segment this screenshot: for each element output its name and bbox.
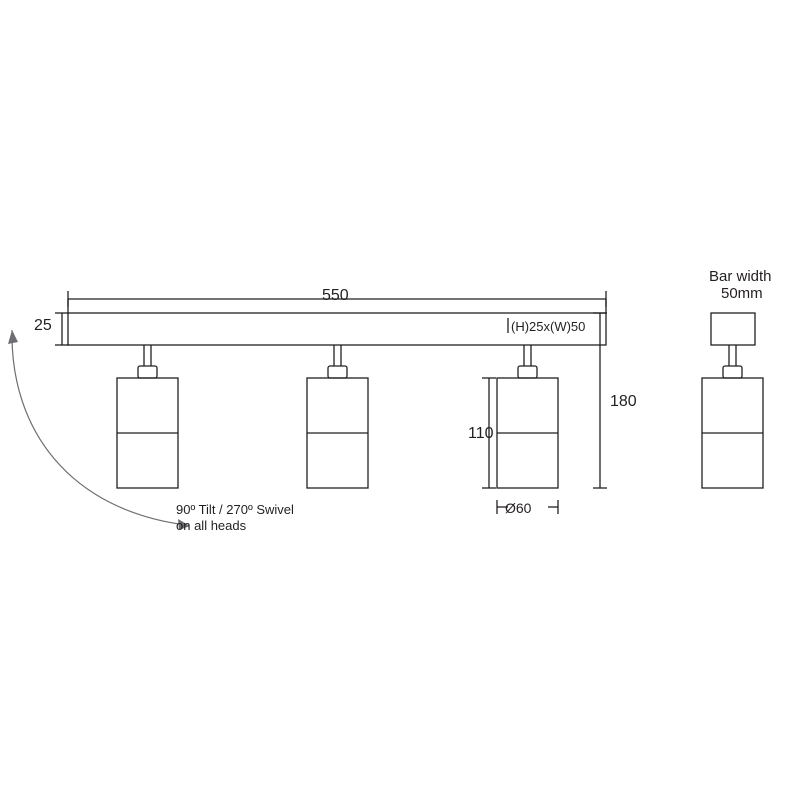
- dim-label-total-drop: 180: [610, 393, 637, 410]
- dim-label-head-length: 110: [468, 425, 494, 442]
- tilt-leader-arrow-top: [8, 330, 18, 344]
- head3-knuckle: [518, 366, 537, 378]
- tilt-leader-curve: [12, 330, 186, 525]
- dim-label-bar-profile: (H)25x(W)50: [511, 319, 586, 334]
- tilt-swivel-note-line2: on all heads: [176, 518, 247, 534]
- tilt-swivel-note-line1: 90º Tilt / 270º Swivel: [176, 502, 294, 517]
- head2-knuckle: [328, 366, 347, 378]
- dim-label-head-diameter: Ø60: [505, 500, 532, 516]
- dim-label-bar-height: 25: [34, 317, 52, 334]
- tilt-swivel-note: [176, 502, 294, 535]
- dim-label-bar-length: 550: [322, 287, 349, 304]
- bar-width-label-line1: Bar width: [709, 268, 772, 285]
- bar-width-label-line2: 50mm: [721, 285, 763, 302]
- head1-knuckle: [138, 366, 157, 378]
- side-view-bar: [711, 313, 755, 345]
- side-view-knuckle: [723, 366, 742, 378]
